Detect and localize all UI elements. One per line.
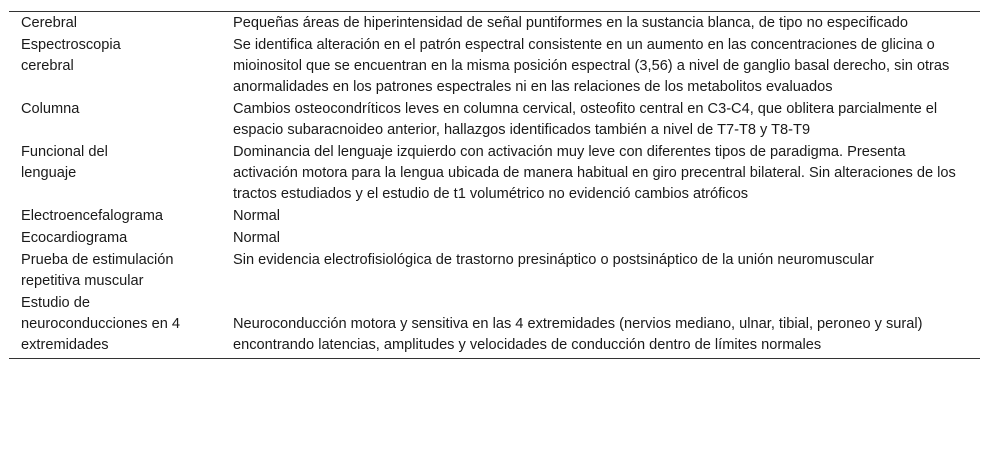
table-row xyxy=(9,293,980,358)
table-row xyxy=(9,206,980,228)
row-value: Pequeñas áreas de hiperintensidad de señal puntiformes en la sustancia blanca, de tipo no especificado xyxy=(233,15,909,31)
row-value: Normal xyxy=(233,230,281,246)
table-row xyxy=(9,35,980,99)
row-value: Neuroconducción motora y sensitiva en las 4 extremidades (nervios mediano, ulnar, tibial, peroneo y sural) encontrando latencias, amplitudes y velocidades de conducción dentro de límites normales xyxy=(233,316,923,353)
row-value: Dominancia del lenguaje izquierdo con activación muy leve con diferentes tipos de paradigma. Presenta activación motora para la lengua ubicada de manera habitual en giro precentral bilateral. Sin alteraciones de los tractos estudiados y el estudio de t1 volumétrico no evidenció cambios atróficos xyxy=(233,144,956,202)
row-label: Cerebral xyxy=(21,15,77,31)
row-label: Espectroscopia cerebral xyxy=(21,37,121,74)
row-label: Prueba de estimulación repetitiva muscular xyxy=(21,252,174,289)
row-label: Columna xyxy=(21,101,80,117)
table-row xyxy=(9,250,980,293)
findings-table-container xyxy=(9,11,980,359)
table-row xyxy=(9,142,980,206)
table-row xyxy=(9,228,980,250)
row-value: Normal xyxy=(233,208,281,224)
table-row xyxy=(9,12,980,35)
row-value: Sin evidencia electrofisiológica de trastorno presináptico o postsináptico de la unión neuromuscular xyxy=(233,252,874,268)
row-label: Estudio de neuroconducciones en 4 extremidades xyxy=(21,295,181,353)
row-value: Se identifica alteración en el patrón espectral consistente en un aumento en las concentraciones de glicina o mioinositol que se encuentran en la misma posición espectral (3,56) a nivel de ganglio basal derecho, sin otras anormalidades en los patrones espectrales ni en las relaciones de los metabolitos evaluados xyxy=(233,37,950,95)
row-label: Ecocardiograma xyxy=(21,230,128,246)
findings-table xyxy=(9,12,980,358)
row-label: Funcional del lenguaje xyxy=(21,144,108,181)
table-row xyxy=(9,99,980,142)
row-value: Cambios osteocondríticos leves en columna cervical, osteofito central en C3-C4, que oblitera parcialmente el espacio subaracnoideo anterior, hallazgos identificados también a nivel de T7-T8 y T8-T9 xyxy=(233,101,938,138)
row-label: Electroencefalograma xyxy=(21,208,163,224)
